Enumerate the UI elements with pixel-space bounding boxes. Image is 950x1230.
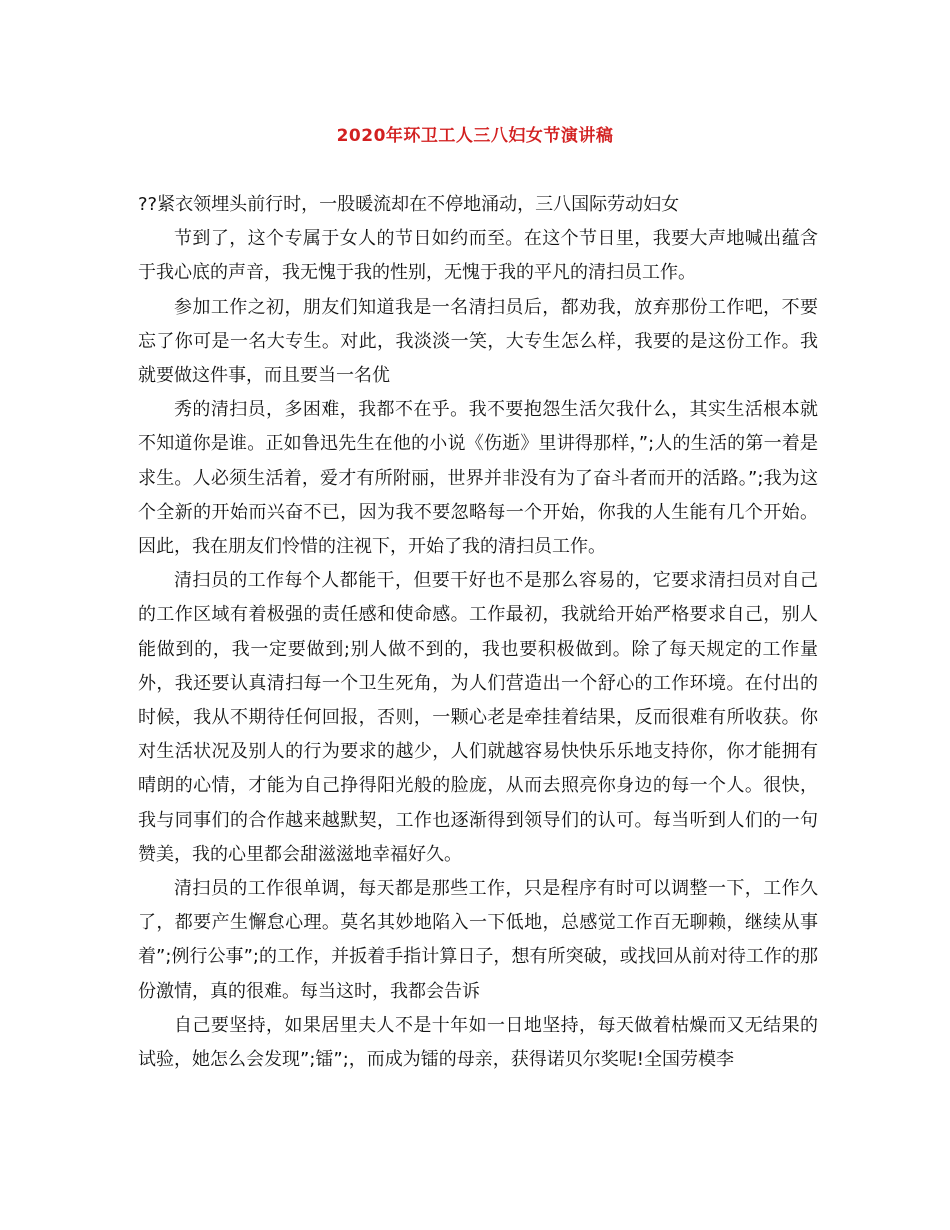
- paragraph-3: 参加工作之初，朋友们知道我是一名清扫员后，都劝我，放弃那份工作吧，不要忘了你可是一名大专生。对此，我淡淡一笑，大专生怎么样，我要的是这份工作。我就要做这件事，而且要当一名优: [138, 296, 818, 387]
- document-title: 2020年环卫工人三八妇女节演讲稿: [336, 126, 614, 146]
- paragraph-6: 清扫员的工作很单调，每天都是那些工作，只是程序有时可以调整一下，工作久了，都要产生懈怠心理。莫名其妙地陷入一下低地，总感觉工作百无聊赖，继续从事着”;例行公事”;的工作，并扳着手指计算日子，想有所突破，或找回从前对待工作的那份激情，真的很难。每当这时，我都会告诉: [138, 878, 818, 1002]
- paragraph-2: 节到了，这个专属于女人的节日如约而至。在这个节日里，我要大声地喊出蕴含于我心底的声音，我无愧于我的性别，无愧于我的平凡的清扫员工作。: [138, 228, 818, 284]
- paragraph-7: 自己要坚持，如果居里夫人不是十年如一日地坚持，每天做着枯燥而又无结果的试验，她怎么会发现”;镭”;，而成为镭的母亲，获得诺贝尔奖呢!全国劳模李: [138, 1014, 818, 1071]
- paragraph-1: ??紧衣领埋头前行时，一股暖流却在不停地涌动，三八国际劳动妇女: [138, 194, 680, 215]
- paragraph-4: 秀的清扫员，多困难，我都不在乎。我不要抱怨生活欠我什么，其实生活根本就不知道你是谁。正如鲁迅先生在他的小说《伤逝》里讲得那样，”;人的生活的第一着是求生。人必须生活着，爱才有所附丽，世界并非没有为了奋斗者而开的活路。”;我为这个全新的开始而兴奋不已，因为我不要忽略每一个开始，你我的人生能有几个开始。因此，我在朋友们怜惜的注视下，开始了我的清扫员工作。: [138, 399, 818, 558]
- document-body: [138, 188, 818, 1077]
- paragraph-5: 清扫员的工作每个人都能干，但要干好也不是那么容易的，它要求清扫员对自己的工作区域有着极强的责任感和使命感。工作最初，我就给开始严格要求自己，别人能做到的，我一定要做到;别人做不到的，我也要积极做到。除了每天规定的工作量外，我还要认真清扫每一个卫生死角，为人们营造出一个舒心的工作环境。在付出的时候，我从不期待任何回报，否则，一颗心老是牵挂着结果，反而很难有所收获。你对生活状况及别人的行为要求的越少，人们就越容易快快乐乐地支持你，你才能拥有晴朗的心情，才能为自己挣得阳光般的脸庞，从而去照亮你身边的每一个人。很快，我与同事们的合作越来越默契，工作也逐渐得到领导们的认可。每当听到人们的一句赞美，我的心里都会甜滋滋地幸福好久。: [138, 570, 818, 865]
